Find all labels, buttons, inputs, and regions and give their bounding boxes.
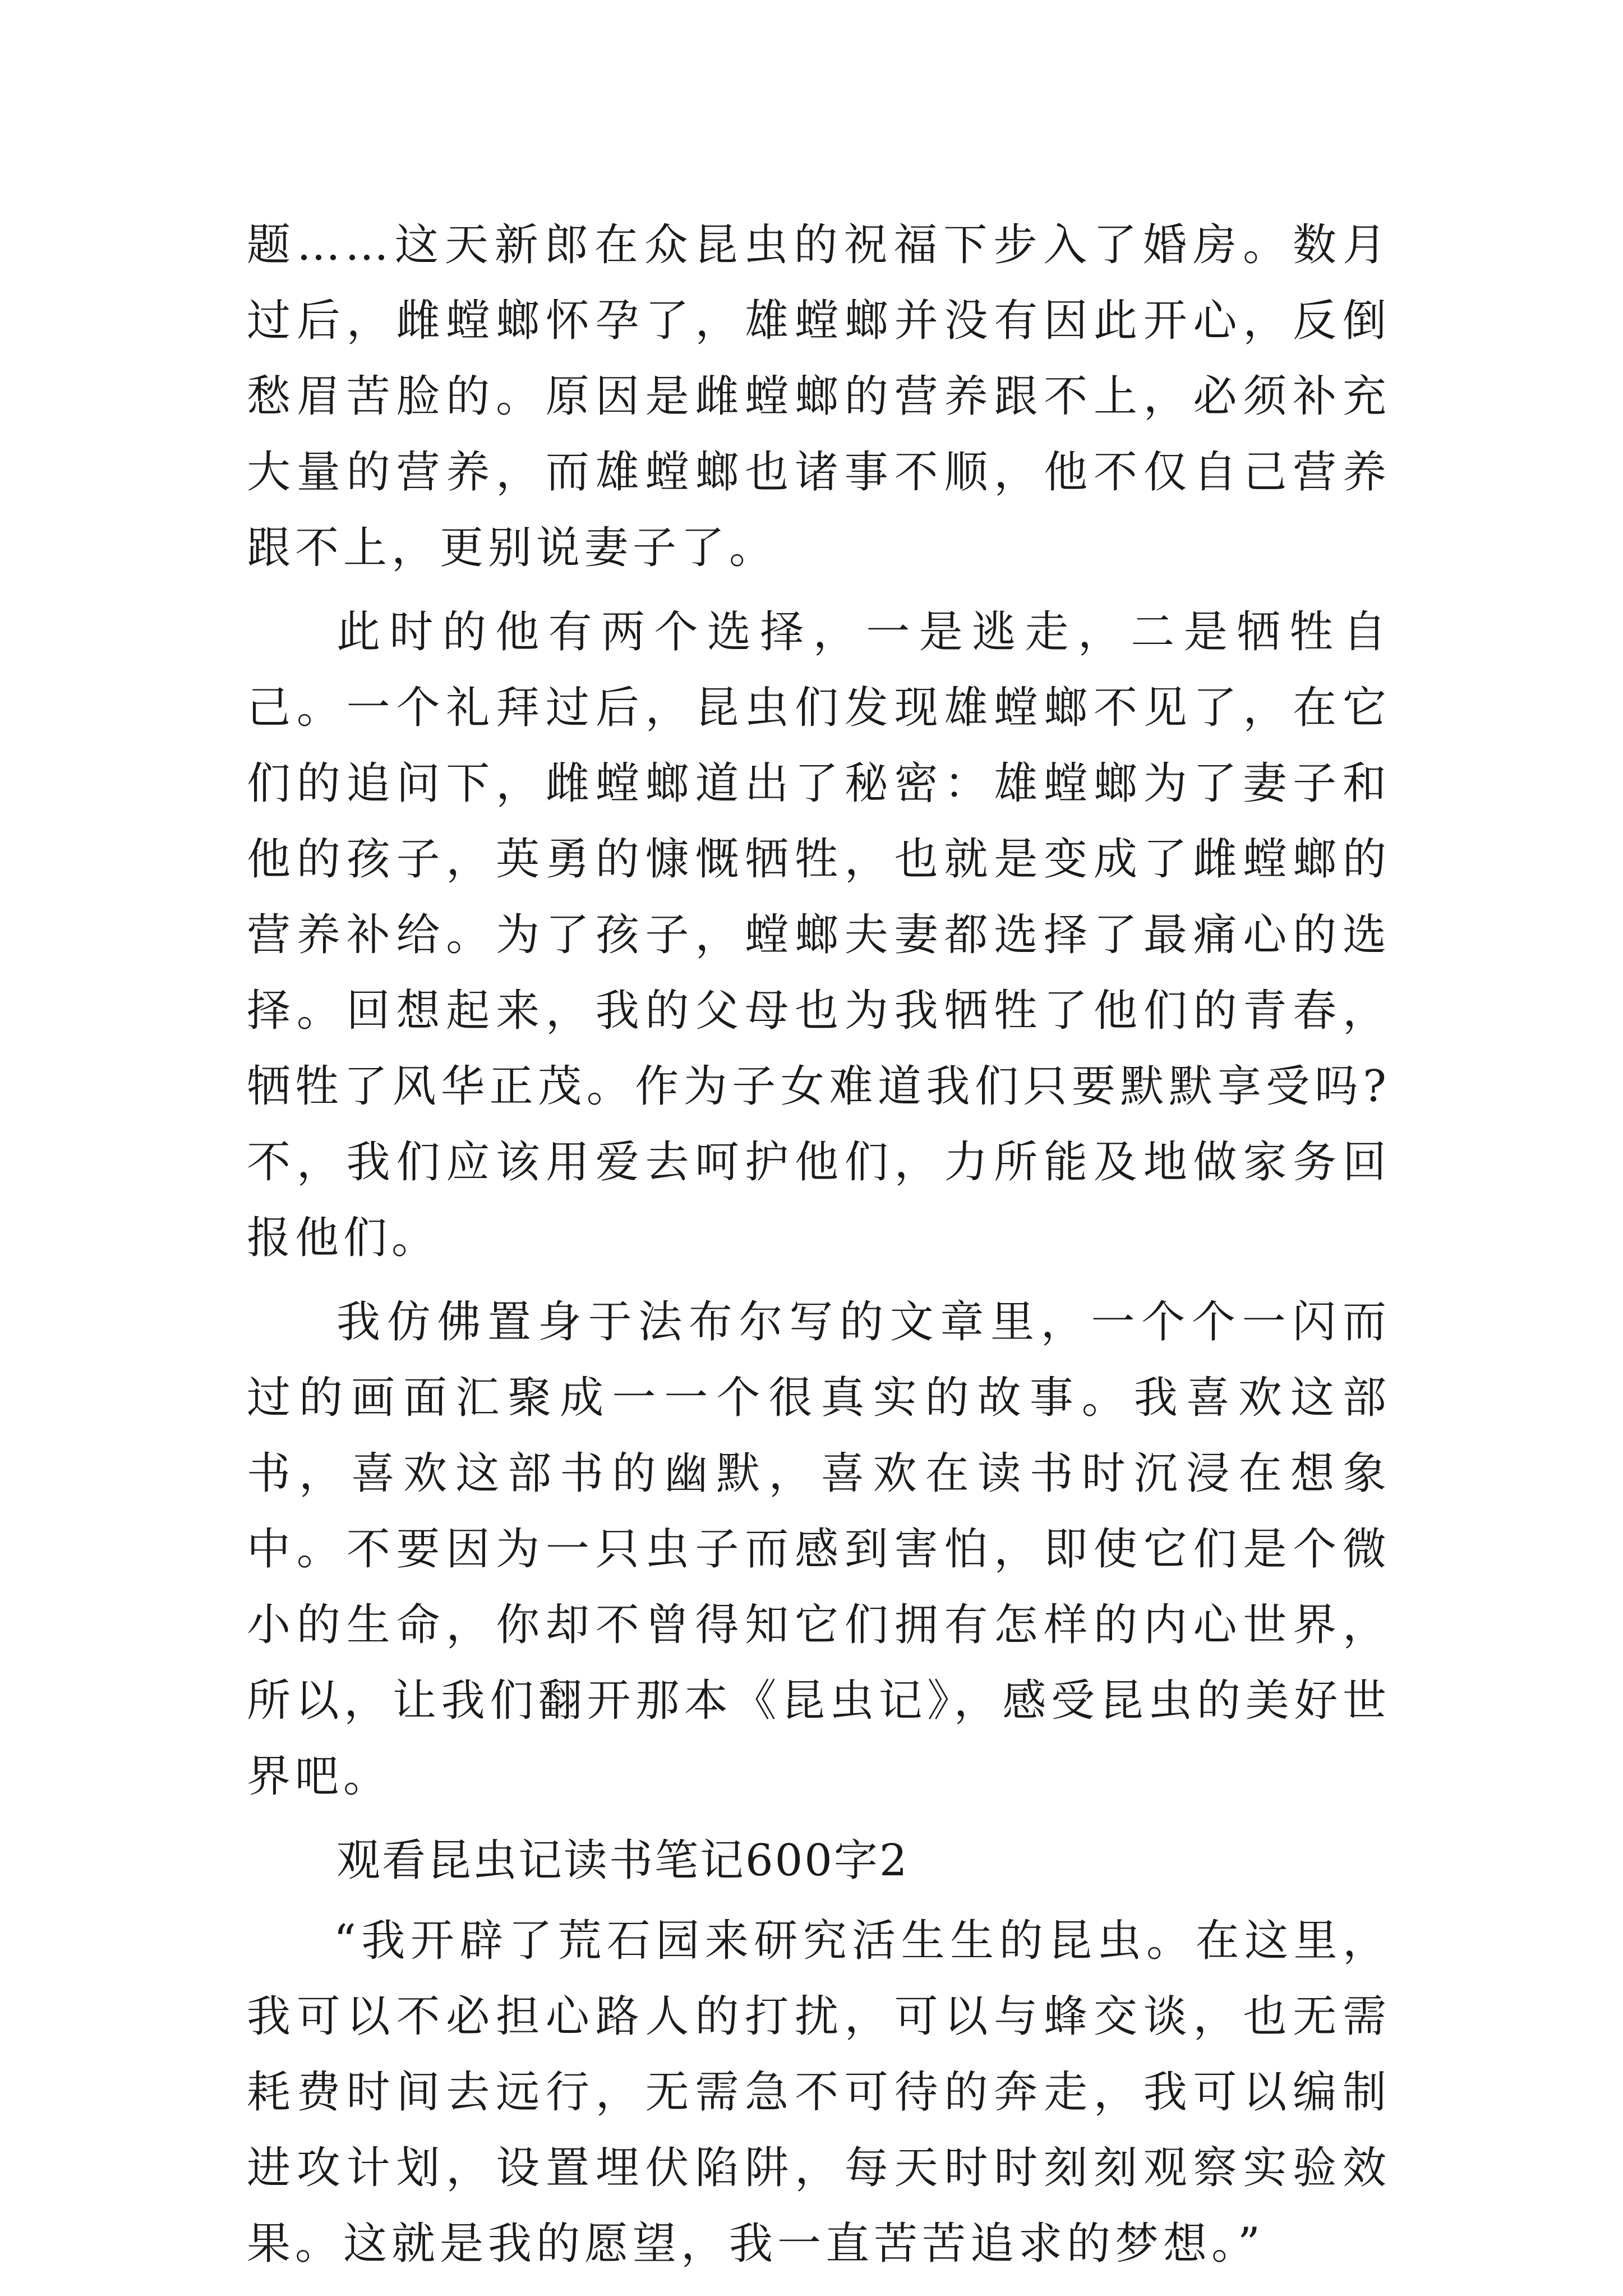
document-body (247, 208, 1391, 2290)
paragraph-reflection: 我仿佛置身于法布尔写的文章里，一个个一闪而过的画面汇聚成一一个很真实的故事。我喜欢这部书，喜欢这部书的幽默，喜欢在读书时沉浸在想象中。不要因为一只虫子而感到害怕，即使它们是个微小的生命，你却不曾得知它们拥有怎样的内心世界，所以，让我们翻开那本《昆虫记》，感受昆虫的美好世界吧。 (247, 1297, 1391, 1802)
quote-paragraph: “我开辟了荒石园来研究活生生的昆虫。在这里，我可以不必担心路人的打扰，可以与蜂交谈，也无需耗费时间去远行，无需急不可待的奔走，我可以编制进攻计划，设置埋伏陷阱，每天时时刻刻观察实验效果。这就是我的愿望，我一直苦苦追求的梦想。” (247, 1916, 1391, 2269)
section-heading: 观看昆虫记读书笔记600字2 (336, 1835, 909, 1886)
paragraph-continuation: 题……这天新郎在众昆虫的祝福下步入了婚房。数月过后，雌螳螂怀孕了，雄螳螂并没有因此开心，反倒愁眉苦脸的。原因是雌螳螂的营养跟不上，必须补充大量的营养，而雄螳螂也诸事不顺，他不仅自己营养跟不上，更别说妻子了。 (247, 220, 1391, 573)
paragraph-sacrifice: 此时的他有两个选择，一是逃走，二是牺牲自己。一个礼拜过后，昆虫们发现雄螳螂不见了，在它们的追问下，雌螳螂道出了秘密：雄螳螂为了妻子和他的孩子，英勇的慷慨牺牲，也就是变成了雌螳螂的营养补给。为了孩子，螳螂夫妻都选择了最痛心的选择。回想起来，我的父母也为我牺牲了他们的青春，牺牲了风华正茂。作为子女难道我们只要默默享受吗?不，我们应该用爱去呵护他们，力所能及地做家务回报他们。 (247, 607, 1391, 1263)
